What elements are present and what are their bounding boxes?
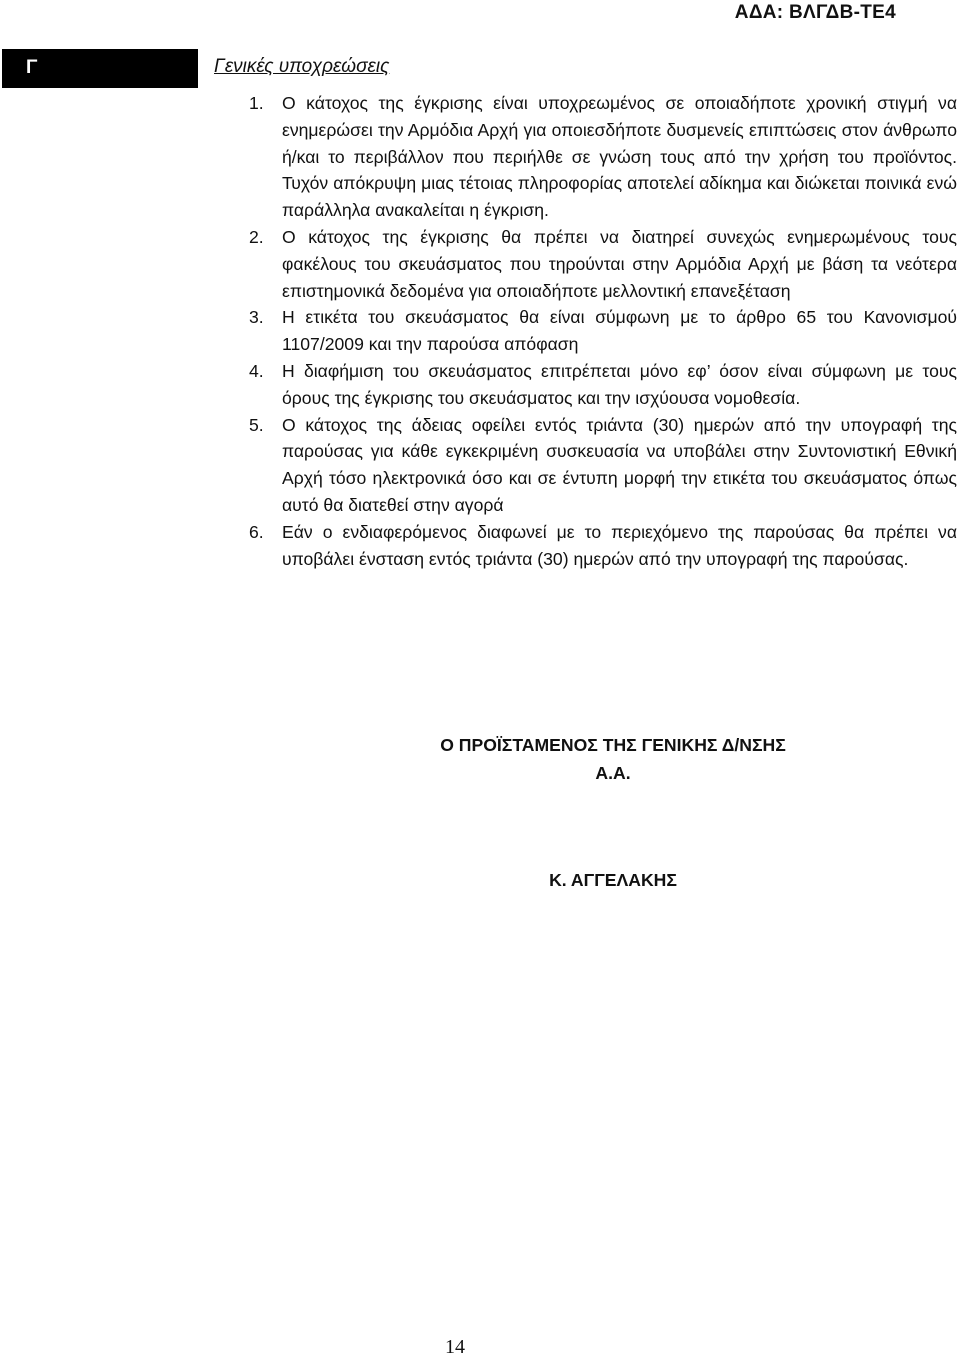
section-letter: Γ xyxy=(26,57,38,78)
item-text: Ο κάτοχος της έγκρισης θα πρέπει να διατηρεί συνεχώς ενημερωμένους τους φακέλους του σκευάσματος που τηρούνται στην Αρμόδια Αρχή με βάση τα νεότερα επιστημονικά δεδομένα για οποιαδήποτε μελλοντική επανεξέταση xyxy=(282,226,957,301)
list-item xyxy=(249,358,957,412)
obligations-list xyxy=(249,90,957,572)
signature-name: Κ. ΑΓΓΕΛΑΚΗΣ xyxy=(549,870,677,890)
section-title: Γενικές υποχρεώσεις xyxy=(214,56,390,77)
item-text: Η διαφήμιση του σκευάσματος επιτρέπεται μόνο εφ’ όσον είναι σύμφωνη με τους όρους της έγκρισης του σκευάσματος και την ισχύουσα νομοθεσία. xyxy=(282,360,957,408)
signature-title: Ο ΠΡΟΪΣΤΑΜΕΝΟΣ ΤΗΣ ΓΕΝΙΚΗΣ Δ/ΝΣΗΣ xyxy=(440,735,786,755)
page-number: 14 xyxy=(445,1336,465,1358)
list-item xyxy=(249,519,957,573)
list-item xyxy=(249,412,957,519)
list-item xyxy=(249,224,957,304)
section-label-box xyxy=(2,49,198,88)
item-number: 1. xyxy=(249,93,264,113)
item-number: 5. xyxy=(249,414,264,435)
signature-aa: Α.Α. xyxy=(595,763,631,783)
item-text: Εάν ο ενδιαφερόμενος διαφωνεί με το περιεχόμενο της παρούσας θα πρέπει να υποβάλει ένσταση εντός τριάντα (30) ημερών από την υπογραφή της παρούσας. xyxy=(282,521,957,569)
list-item xyxy=(249,90,957,224)
item-text: Ο κάτοχος της άδειας οφείλει εντός τριάντα (30) ημερών από την υπογραφή της παρούσας για κάθε εγκεκριμένη συσκευασία να υποβάλει στην Συντονιστική Εθνική Αρχή τόσο ηλεκτρονικά όσο και σε έντυπη μορφή την ετικέτα του σκευάσματος όπως αυτό θα διατεθεί στην αγορά xyxy=(282,414,957,515)
item-number: 6. xyxy=(249,521,264,542)
item-number: 2. xyxy=(249,226,264,247)
item-text: Η ετικέτα του σκευάσματος θα είναι σύμφωνη με το άρθρο 65 του Κανονισμού 1107/2009 και την παρούσα απόφαση xyxy=(282,307,957,355)
item-text: Ο κάτοχος της έγκρισης είναι υποχρεωμένος σε οποιαδήποτε χρονική στιγμή να ενημερώσει την Αρμόδια Αρχή για οποιεσδήποτε δυσμενείς επιπτώσεις στον άνθρωπο ή/και το περιβάλλον που περιήλθε σε γνώση τους από την χρήση του προϊόντος. Τυχόν απόκρυψη μιας τέτοιας πληροφορίας αποτελεί αδίκημα και διώκεται ποινικά ενώ παράλληλα ανακαλείται η έγκριση. xyxy=(282,93,957,221)
item-number: 4. xyxy=(249,360,264,381)
item-number: 3. xyxy=(249,307,264,328)
ada-code: ΑΔΑ: ΒΛΓΔΒ-ΤΕ4 xyxy=(734,2,896,23)
list-item xyxy=(249,304,957,358)
